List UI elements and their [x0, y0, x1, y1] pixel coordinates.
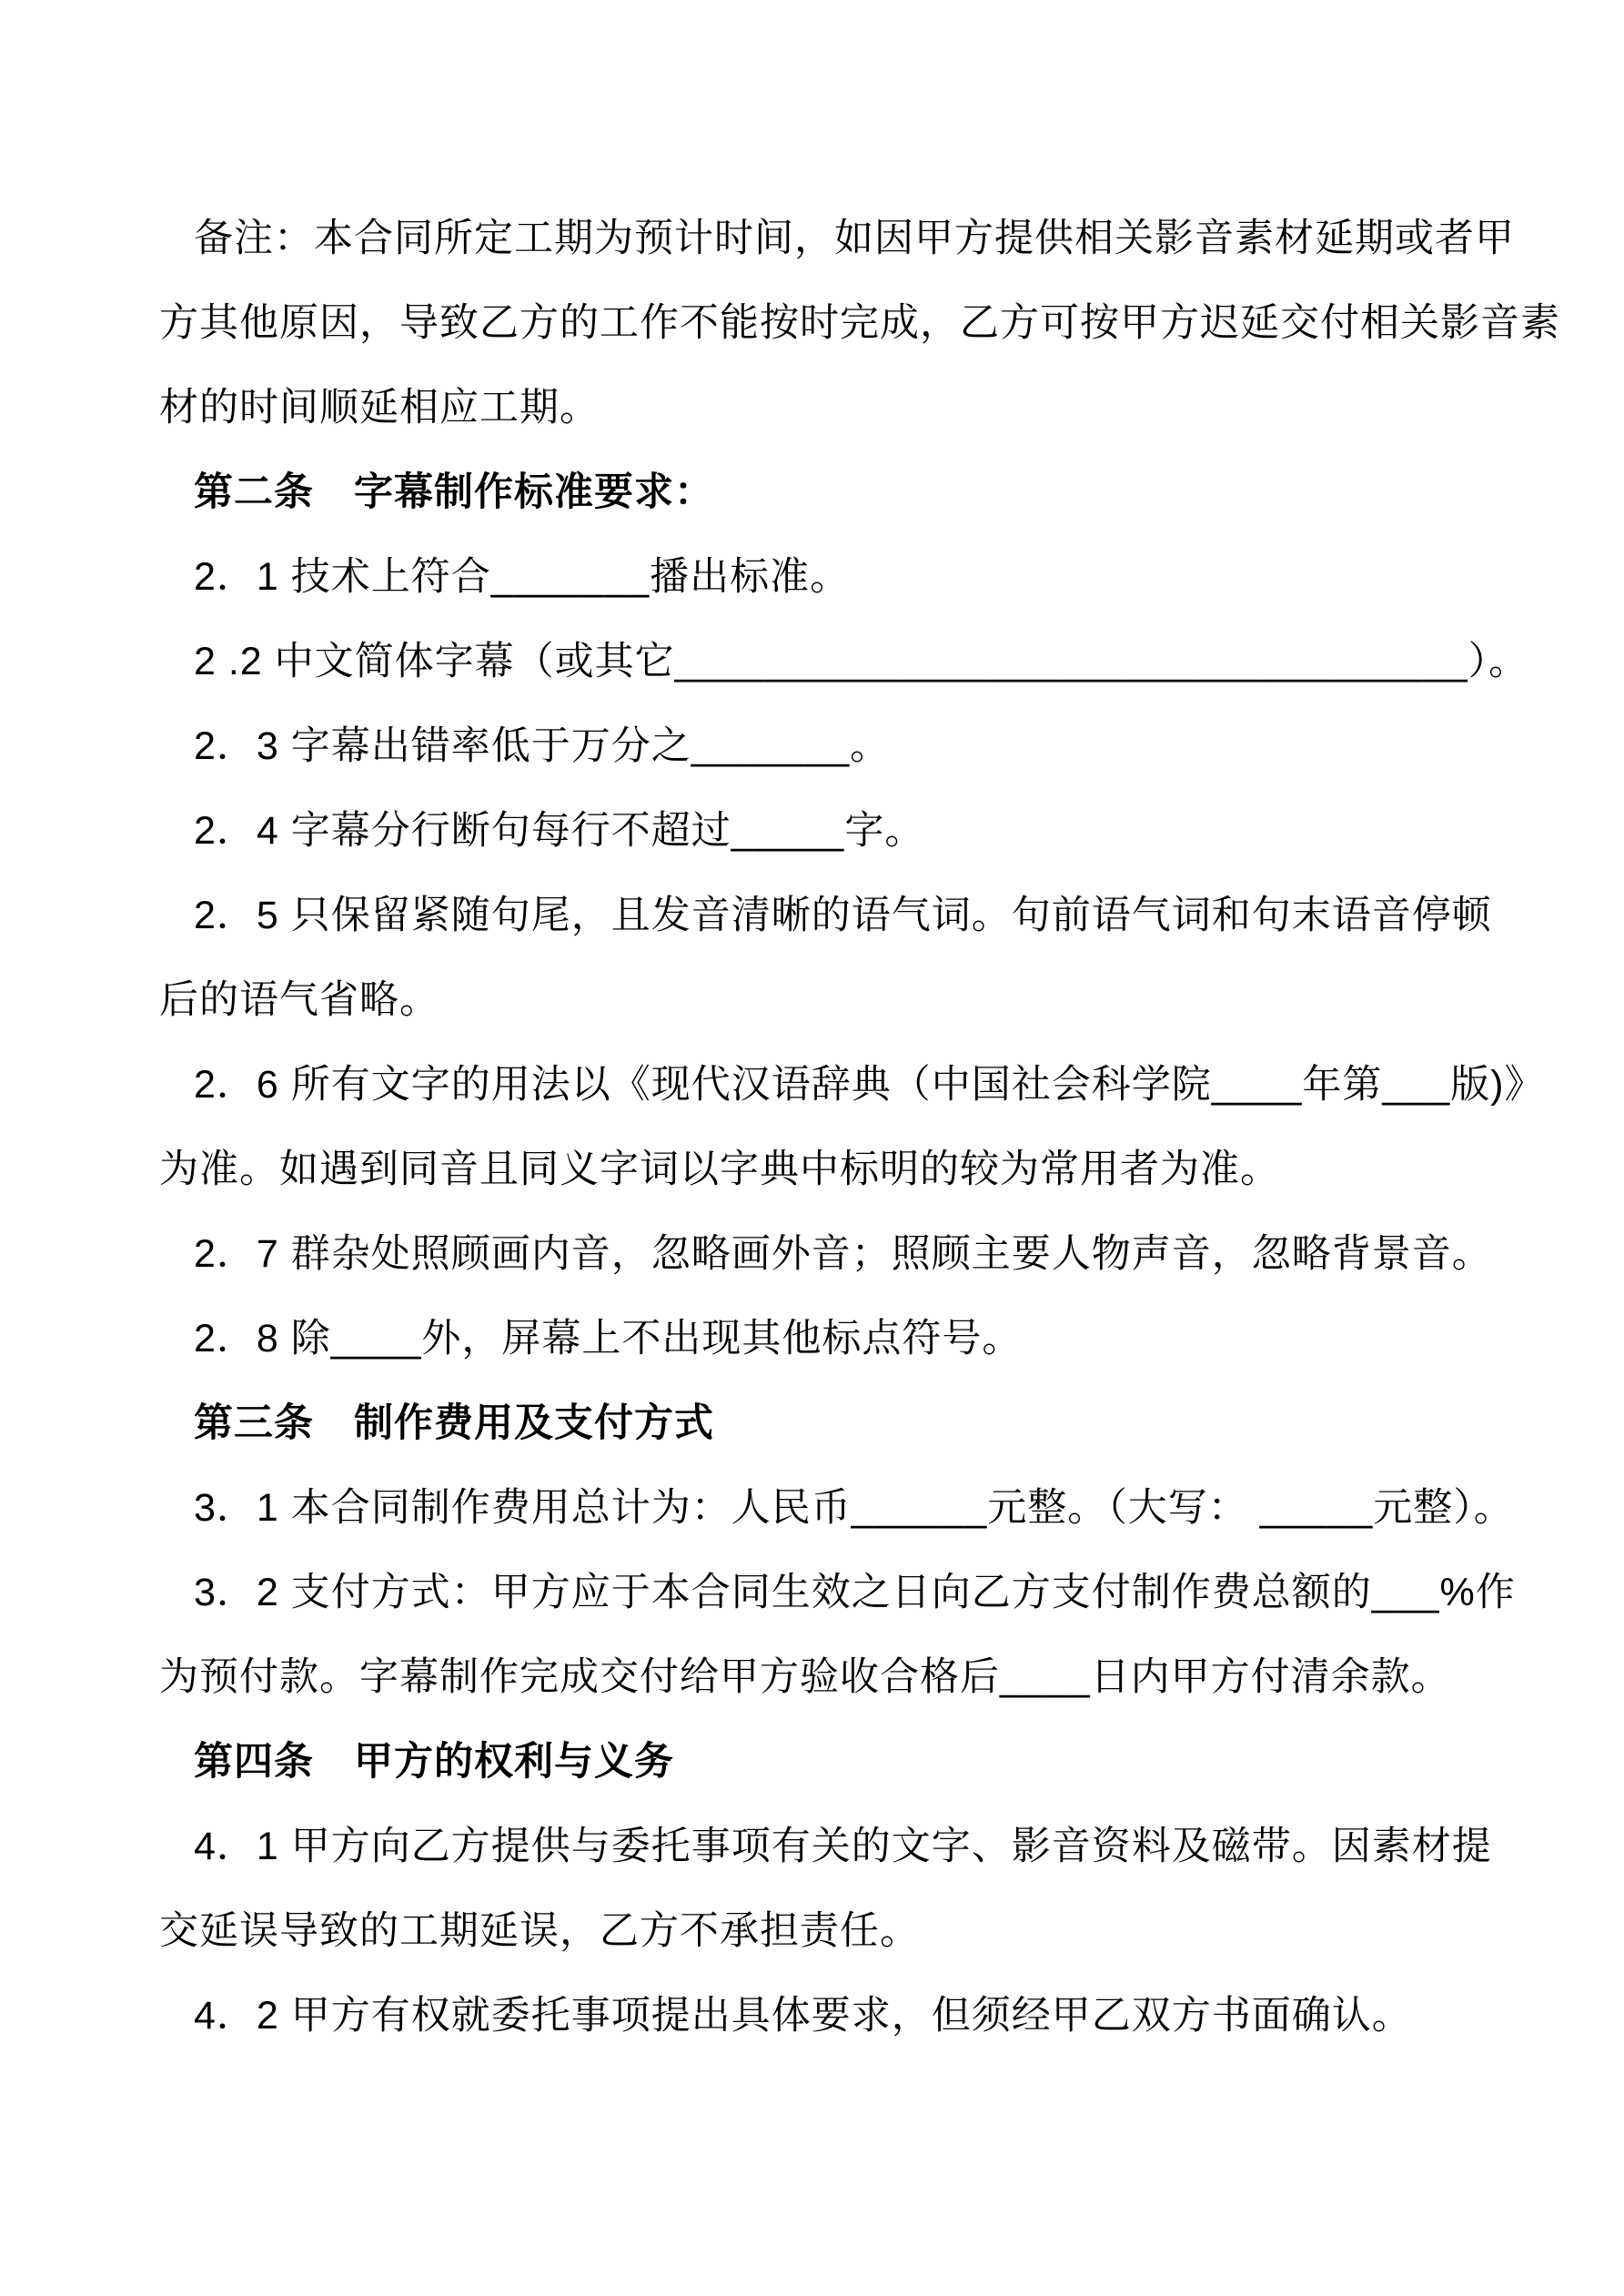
clause-2-2: 2 .2 中文简体字幕（或其它___________________________________）。: [194, 640, 1529, 683]
clause-3-2-line: 3．2 支付方式：甲方应于本合同生效之日向乙方支付制作费总额的___%作: [194, 1571, 1516, 1614]
article-4-heading: 第四条 甲方的权利与义务: [194, 1740, 674, 1784]
clause-2-5-line: 后的语气省略。: [159, 978, 439, 1022]
clause-2-1: 2．1 技术上符合_______播出标准。: [194, 555, 851, 599]
note-paragraph-line: 材的时间顺延相应工期。: [159, 386, 600, 430]
clause-4-2: 4．2 甲方有权就委托事项提出具体要求，但须经甲乙双方书面确认。: [194, 1994, 1412, 2038]
note-paragraph-line: 方其他原因，导致乙方的工作不能按时完成，乙方可按甲方迟延交付相关影音素: [159, 301, 1560, 345]
clause-3-2-line: 为预付款。字幕制作完成交付给甲方验收合格后____日内甲方付清余款。: [159, 1655, 1451, 1699]
clause-4-1-line: 4．1 甲方向乙方提供与委托事项有关的文字、影音资料及磁带。因素材提: [194, 1825, 1492, 1868]
article-2-heading: 第二条 字幕制作标准要求：: [194, 470, 714, 514]
clause-2-5-line: 2．5 只保留紧随句尾，且发音清晰的语气词。句前语气词和句末语音停顿: [194, 894, 1492, 937]
article-3-heading: 第三条 制作费用及支付方式: [194, 1401, 714, 1445]
note-paragraph-line: 备注：本合同所定工期为预计时间，如因甲方提供相关影音素材延期或者甲: [194, 217, 1515, 260]
clause-2-3: 2．3 字幕出错率低于万分之_______。: [194, 724, 891, 768]
clause-4-1-line: 交延误导致的工期延误，乙方不承担责任。: [159, 1909, 920, 1953]
clause-2-4: 2．4 字幕分行断句每行不超过_____字。: [194, 809, 925, 853]
clause-3-1: 3．1 本合同制作费用总计为：人民币______元整。（大写： _____元整）。: [194, 1486, 1514, 1530]
clause-2-6-line: 2．6 所有文字的用法以《现代汉语辞典（中国社会科学院____年第___版)》: [194, 1063, 1545, 1107]
clause-2-8: 2．8 除____外，屏幕上不出现其他标点符号。: [194, 1317, 1023, 1360]
clause-2-6-line: 为准。如遇到同音且同义字词以字典中标明的较为常用者为准。: [159, 1148, 1280, 1191]
clause-2-7: 2．7 群杂处照顾画内音，忽略画外音；照顾主要人物声音，忽略背景音。: [194, 1232, 1492, 1276]
